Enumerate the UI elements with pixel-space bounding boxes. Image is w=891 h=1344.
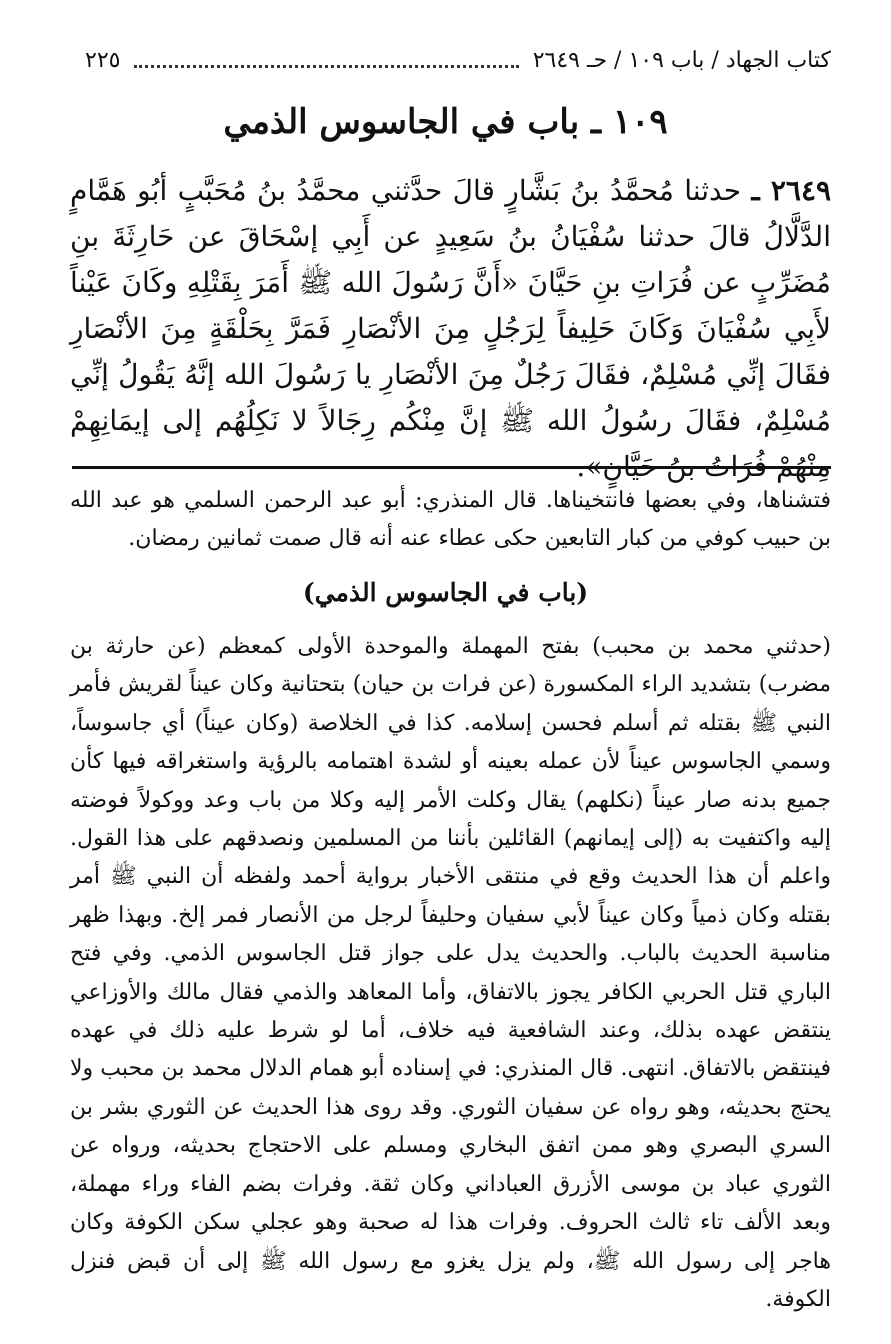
commentary-main xyxy=(70,628,831,1319)
commentary-section-title: (باب في الجاسوس الذمي) xyxy=(302,578,589,607)
page-number: ٢٢٥ xyxy=(85,47,121,73)
commentary-continuation-text: فتشناها، وفي بعضها فانتخيناها. قال المنذري: أبو عبد الرحمن السلمي هو عبد الله بن حبيب كوفي من كبار التابعين حكى عطاء عنه أنه قال صمت ثمانين رمضان. xyxy=(70,488,831,551)
commentary-main-text: (حدثني محمد بن محبب) بفتح المهملة والموحدة الأولى كمعظم (عن حارثة بن مضرب) بتشديد الراء المكسورة (عن فرات بن حيان) بتحتانية وكان عيناً لقريش فأمر النبي ﷺ بقتله ثم أسلم فحسن إسلامه. كذا في الخلاصة (وكان عيناً) أي جاسوساً، وسمي الجاسوس عيناً لأن عمله بعينه أو لشدة اهتمامه بالرؤية واستغراقه فيها كأن جميع بدنه صار عيناً (نكلهم) يقال وكلت الأمر إليه وكلا من باب وعد ووكولاً فوضته إليه واكتفيت به (إلى إيمانهم) القائلين بأننا من المسلمين ونصدقهم على هذا القول. واعلم أن هذا الحديث وقع في منتقى الأخبار برواية أحمد ولفظه أن النبي ﷺ أمر بقتله وكان ذمياً وكان عيناً لأبي سفيان وحليفاً لرجل من الأنصار فمر إلخ. وبهذا ظهر مناسبة الحديث بالباب. والحديث يدل على جواز قتل الجاسوس الذمي. وفي فتح الباري قتل الحربي الكافر يجوز بالاتفاق، وأما المعاهد والذمي فقال مالك والأوزاعي ينتقض عهده بذلك، وعند الشافعية فيه خلاف، أما لو شرط عليه ذلك في عهده فينتقض بالاتفاق. انتهى. قال المنذري: في إسناده أبو همام الدلال محمد بن محبب ولا يحتج بحديثه، وهو رواه عن سفيان الثوري. وقد روى هذا الحديث عن الثوري بشر بن السري البصري وهو ممن اتفق البخاري ومسلم على الاحتجاج بحديثه، ورواه عن الثوري عباد بن موسى الأزرق العباداني وكان ثقة. وفرات بضم الفاء وراء مهملة، وبعد الألف تاء ثالث الحروف. وفرات هذا له صحبة وهو عجلي سكن الكوفة وكان هاجر إلى رسول الله ﷺ، ولم يزل يغزو مع رسول الله ﷺ إلى أن قبض فنزل الكوفة. xyxy=(70,634,831,1312)
hadith-number: ٢٦٤٩ ـ xyxy=(751,174,832,207)
hadith-text-block xyxy=(70,168,831,490)
footnote-divider xyxy=(72,466,831,469)
header-title: كتاب الجهاد / باب ١٠٩ / حـ ٢٦٤٩ xyxy=(532,47,831,73)
header-leader-dots xyxy=(134,65,518,68)
commentary-continuation xyxy=(70,482,831,558)
hadith-text: حدثنا مُحمَّدُ بنُ بَشَّارٍ قالَ حدَّثني محمَّدُ بنُ مُحَبَّبٍ أبُو هَمَّامٍ الدَّلَّالُ قالَ حدثنا سُفْيَانُ بنُ سَعِيدٍ عن أَبِي إسْحَاقَ عن حَارِثَةَ بنِ مُضَرِّبٍ عن فُرَاتِ بنِ حَيَّانَ «أَنَّ رَسُولَ الله ﷺ أَمَرَ بِقَتْلِهِ وكَانَ عَيْناً لأَبِي سُفْيَانَ وَكَانَ حَلِيفاً لِرَجُلٍ مِنَ الأنْصَارِ فَمَرَّ بِحَلْقَةٍ مِنَ الأنْصَارِ فقَالَ إنِّي مُسْلِمٌ، فقَالَ رَجُلٌ مِنَ الأنْصَارِ يا رَسُولَ الله إنَّهُ يَقُولُ إنِّي مُسْلِمٌ، فقَالَ رسُولُ الله ﷺ إنَّ مِنْكُم رِجَالاً لا نَكِلُهُم إلى إيمَانِهِمْ مِنْهُمْ فُرَاتُ بنُ حَيَّانٍ». xyxy=(70,174,831,483)
running-header xyxy=(85,44,831,76)
chapter-title: ١٠٩ ـ باب في الجاسوس الذمي xyxy=(223,102,668,142)
